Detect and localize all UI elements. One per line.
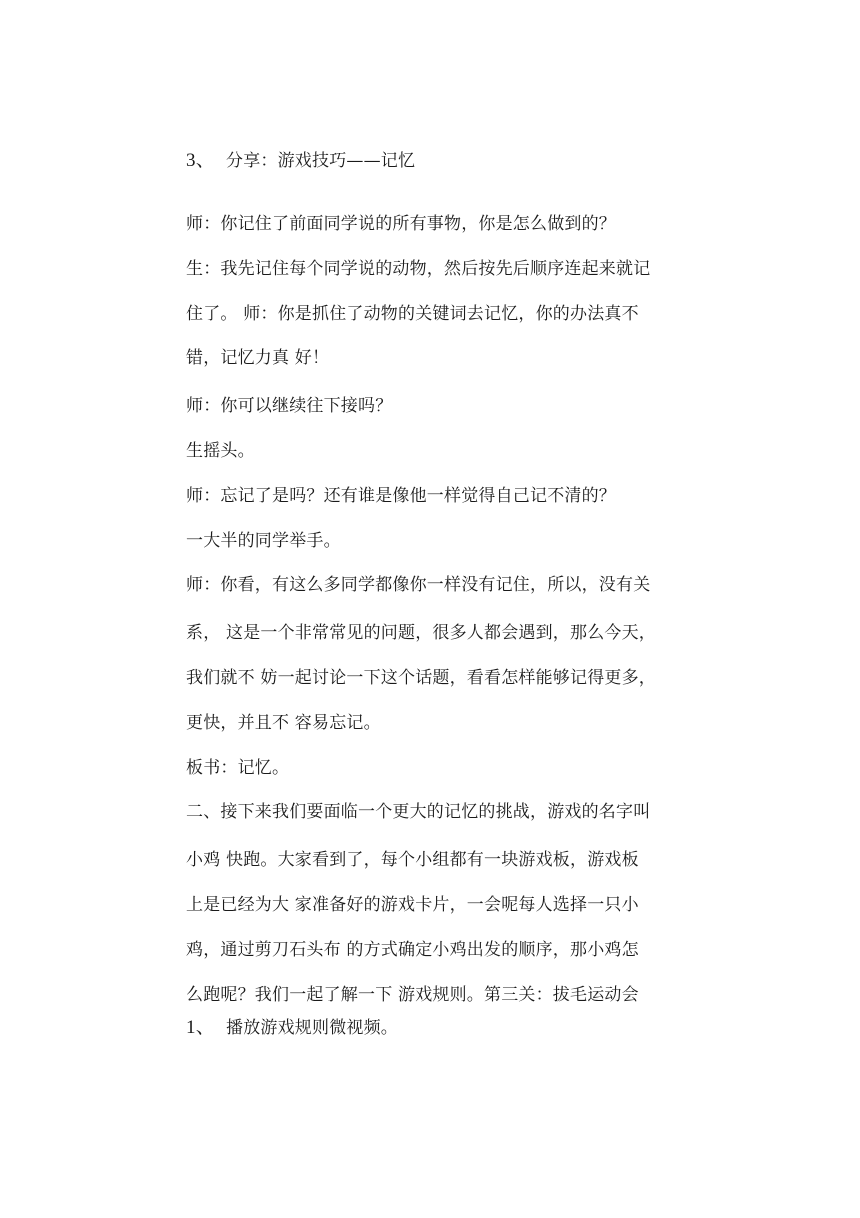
paragraph-line: 更快，并且不 容易忘记。 bbox=[186, 713, 381, 733]
paragraph-line: 板书：记忆。 bbox=[186, 758, 290, 778]
paragraph-line: 师：你可以继续往下接吗？ bbox=[186, 396, 393, 416]
paragraph-line: 师：忘记了是吗？还有谁是像他一样觉得自己记不清的？ bbox=[186, 486, 616, 506]
paragraph-line: 鸡，通过剪刀石头布 的方式确定小鸡出发的顺序，那小鸡怎 bbox=[186, 940, 639, 960]
paragraph-line: 一大半的同学举手。 bbox=[186, 531, 341, 551]
paragraph-line: 上是已经为大 家准备好的游戏卡片，一会呢每人选择一只小 bbox=[186, 895, 639, 915]
paragraph-line: 生摇头。 bbox=[186, 441, 255, 461]
paragraph-line: 住了。 师：你是抓住了动物的关键词去记忆，你的办法真不 bbox=[186, 304, 639, 324]
list-item bbox=[186, 1017, 398, 1039]
paragraph-line: 错，记忆力真 好！ bbox=[186, 348, 330, 368]
list-item-number: 1、 bbox=[186, 1017, 215, 1038]
paragraph-line: 二、接下来我们要面临一个更大的记忆的挑战，游戏的名字叫 bbox=[186, 802, 651, 822]
paragraph-line: 师：你记住了前面同学说的所有事物，你是怎么做到的？ bbox=[186, 214, 616, 234]
paragraph-line: 生：我先记住每个同学说的动物，然后按先后顺序连起来就记 bbox=[186, 259, 651, 279]
heading-number: 3、 bbox=[186, 150, 215, 171]
list-item-text: 播放游戏规则微视频。 bbox=[226, 1018, 398, 1038]
paragraph-line: 么跑呢？我们一起了解一下 游戏规则。第三关：拔毛运动会 bbox=[186, 985, 639, 1005]
paragraph-line: 小鸡 快跑。大家看到了，每个小组都有一块游戏板，游戏板 bbox=[186, 850, 639, 870]
paragraph-line: 师：你看，有这么多同学都像你一样没有记住，所以，没有关 bbox=[186, 575, 651, 595]
section-heading bbox=[186, 150, 415, 172]
heading-text: 分享：游戏技巧——记忆 bbox=[226, 151, 416, 171]
paragraph-line: 我们就不 妨一起讨论一下这个话题，看看怎样能够记得更多， bbox=[186, 668, 657, 688]
paragraph-line: 系， 这是一个非常常见的问题，很多人都会遇到，那么今天， bbox=[186, 623, 657, 643]
